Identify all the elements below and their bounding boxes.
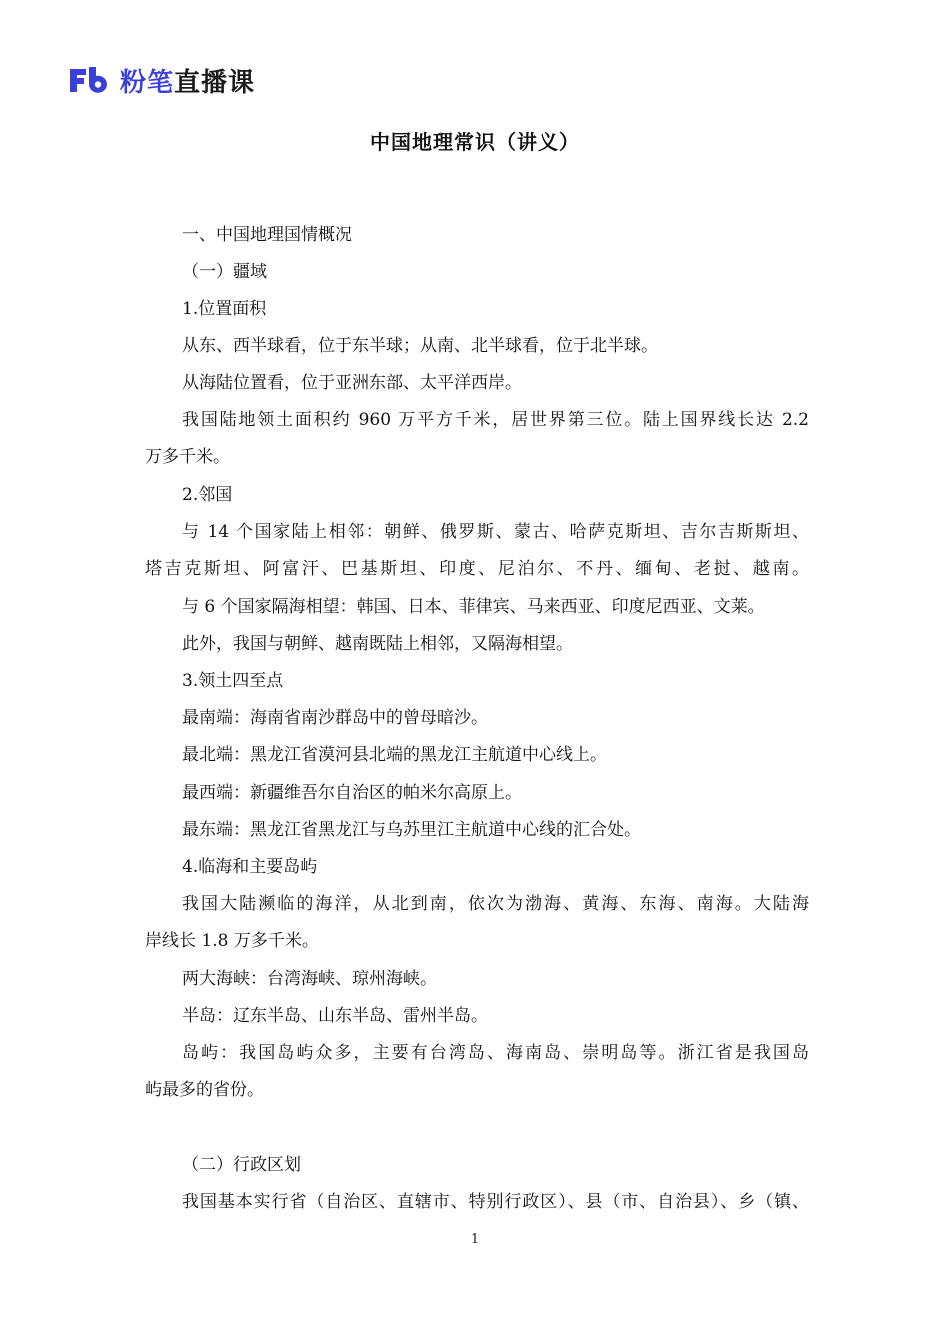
logo-wordmark xyxy=(120,62,255,99)
paragraph-line: 万多千米。 xyxy=(145,447,230,467)
fb-logo-icon xyxy=(68,66,114,94)
subsection-heading: （二）行政区划 xyxy=(182,1155,301,1175)
fenbi-logo xyxy=(68,63,255,97)
paragraph-line: 与 14 个国家陆上相邻：朝鲜、俄罗斯、蒙古、哈萨克斯坦、吉尔吉斯斯坦、 xyxy=(182,522,809,542)
item-heading: 3.领土四至点 xyxy=(182,671,284,691)
item-heading: 2.邻国 xyxy=(182,485,233,505)
paragraph-line: 我国大陆濒临的海洋，从北到南，依次为渤海、黄海、东海、南海。大陆海 xyxy=(182,894,809,914)
paragraph-line: 此外，我国与朝鲜、越南既陆上相邻，又隔海相望。 xyxy=(182,634,573,654)
paragraph-line: 最北端：黑龙江省漠河县北端的黑龙江主航道中心线上。 xyxy=(182,745,607,765)
subsection-heading: （一）疆域 xyxy=(182,262,267,282)
paragraph-line: 半岛：辽东半岛、山东半岛、雷州半岛。 xyxy=(182,1006,488,1026)
paragraph-line: 与 6 个国家隔海相望：韩国、日本、菲律宾、马来西亚、印度尼西亚、文莱。 xyxy=(182,597,765,617)
paragraph-line: 岸线长 1.8 万多千米。 xyxy=(145,931,319,951)
paragraph-line: 最西端：新疆维吾尔自治区的帕米尔高原上。 xyxy=(182,783,522,803)
paragraph-line: 岛屿：我国岛屿众多，主要有台湾岛、海南岛、崇明岛等。浙江省是我国岛 xyxy=(182,1043,809,1063)
item-heading: 1.位置面积 xyxy=(182,299,267,319)
paragraph-line: 我国基本实行省（自治区、直辖市、特别行政区）、县（市、自治县）、乡（镇、 xyxy=(182,1192,809,1212)
section-heading: 一、中国地理国情概况 xyxy=(182,225,352,245)
page-title: 中国地理常识（讲义） xyxy=(370,130,580,154)
paragraph-line: 从东、西半球看，位于东半球；从南、北半球看，位于北半球。 xyxy=(182,336,658,356)
logo-brand: 粉笔 xyxy=(120,67,175,98)
paragraph-line: 两大海峡：台湾海峡、琼州海峡。 xyxy=(182,969,437,989)
paragraph-line: 最南端：海南省南沙群岛中的曾母暗沙。 xyxy=(182,708,488,728)
logo-product: 直播课 xyxy=(174,67,256,98)
item-heading: 4.临海和主要岛屿 xyxy=(182,857,318,877)
paragraph-line: 我国陆地领土面积约 960 万平方千米，居世界第三位。陆上国界线长达 2.2 xyxy=(182,410,809,430)
paragraph-line: 最东端：黑龙江省黑龙江与乌苏里江主航道中心线的汇合处。 xyxy=(182,820,641,840)
paragraph-line: 塔吉克斯坦、阿富汗、巴基斯坦、印度、尼泊尔、不丹、缅甸、老挝、越南。 xyxy=(145,559,809,579)
paragraph-line: 从海陆位置看，位于亚洲东部、太平洋西岸。 xyxy=(182,373,522,393)
paragraph-line: 屿最多的省份。 xyxy=(145,1080,264,1100)
page-number: 1 xyxy=(470,1232,480,1247)
